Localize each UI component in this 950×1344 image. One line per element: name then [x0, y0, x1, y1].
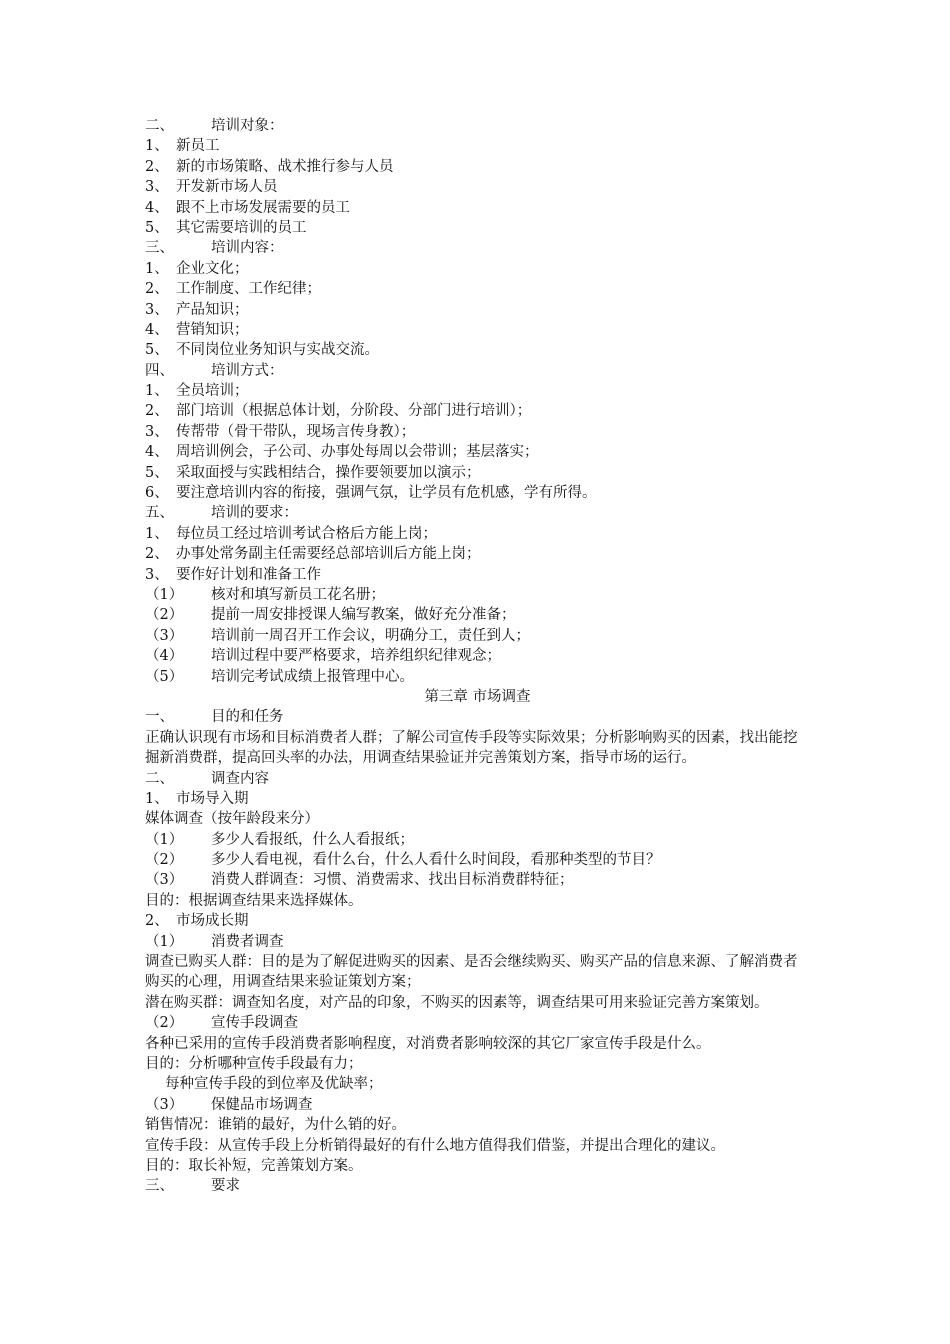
- sub-list-item: [145, 850, 810, 870]
- item-text: 提前一周安排授课人编写教案，做好充分准备；: [211, 607, 516, 624]
- item-text: 企业文化；: [176, 260, 249, 277]
- section-number: 五、: [145, 505, 174, 522]
- list-item: [145, 259, 810, 279]
- item-text: 市场成长期: [176, 913, 249, 930]
- sub-list-item: [145, 932, 810, 952]
- item-number: 1、: [145, 383, 169, 400]
- item-number: 2、: [145, 403, 169, 420]
- sub-list-item: [145, 585, 810, 605]
- item-number: （1）: [145, 831, 184, 848]
- paragraph: 各种已采用的宣传手段消费者影响程度，对消费者影响较深的其它厂家宣传手段是什么。: [145, 1035, 711, 1052]
- goal-line: 目的：分析哪种宣传手段最有力；: [145, 1056, 363, 1073]
- section-heading-purpose: [145, 707, 810, 727]
- item-text: 消费人群调查：习惯、消费需求、找出目标消费群特征；: [211, 872, 574, 889]
- item-number: 3、: [145, 179, 169, 196]
- list-item: [145, 381, 810, 401]
- item-text: 办事处常务副主任需要经总部培训后方能上岗；: [176, 546, 481, 563]
- item-text: 宣传手段调查: [211, 1015, 298, 1032]
- list-item: [145, 320, 810, 340]
- section-title: 培训方式：: [211, 362, 284, 379]
- item-text: 传帮带（骨干带队，现场言传身教）；: [176, 423, 416, 440]
- item-text: 营销知识；: [176, 321, 249, 338]
- list-item: [145, 401, 810, 421]
- section-title: 培训对象：: [211, 118, 284, 134]
- item-text: 全员培训；: [176, 383, 249, 400]
- promo-line: 宣传手段：从宣传手段上分析销得最好的有什么地方值得我们借鉴，并提出合理化的建议。: [145, 1137, 725, 1154]
- item-text: 新的市场策略、战术推行参与人员: [176, 158, 394, 175]
- section-heading-training-targets: [145, 116, 810, 136]
- list-item: [145, 544, 810, 564]
- section-title: 目的和任务: [211, 709, 284, 726]
- item-number: 1、: [145, 790, 169, 807]
- section-heading-survey-content: [145, 769, 810, 789]
- item-number: 3、: [145, 301, 169, 318]
- item-text: 不同岗位业务知识与实战交流。: [176, 342, 379, 359]
- list-item: [145, 198, 810, 218]
- item-number: 5、: [145, 342, 169, 359]
- sub-list-item: [145, 1095, 810, 1115]
- section-title: 培训的要求：: [211, 505, 298, 522]
- list-item: [145, 565, 810, 585]
- item-number: 2、: [145, 158, 169, 175]
- goal-line: 目的：取长补短，完善策划方案。: [145, 1158, 363, 1174]
- item-number: 3、: [145, 423, 169, 440]
- item-text: 部门培训（根据总体计划，分阶段、分部门进行培训）；: [176, 403, 532, 420]
- item-text: 培训前一周召开工作会议，明确分工，责任到人；: [211, 627, 530, 644]
- section-heading-training-methods: [145, 361, 810, 381]
- sales-line: 销售情况：谁销的最好，为什么销的好。: [145, 1117, 406, 1134]
- list-item: [145, 157, 810, 177]
- section-title: 培训内容：: [211, 240, 284, 257]
- item-text: 培训过程中要严格要求，培养组织纪律观念；: [211, 648, 501, 665]
- section-number: 二、: [145, 118, 174, 134]
- item-text: 要作好计划和准备工作: [176, 566, 321, 583]
- document-page: [145, 116, 810, 1197]
- item-text: 其它需要培训的员工: [176, 219, 307, 236]
- item-number: （2）: [145, 852, 184, 869]
- sub-list-item: [145, 605, 810, 625]
- item-number: （1）: [145, 586, 184, 603]
- item-text: 开发新市场人员: [176, 179, 278, 196]
- item-number: 1、: [145, 260, 169, 277]
- goal-line-continued: 每种宣传手段的到位率及优缺率；: [165, 1076, 383, 1093]
- list-item: [145, 136, 810, 156]
- item-number: （2）: [145, 607, 184, 624]
- item-text: 市场导入期: [176, 790, 249, 807]
- list-item: [145, 463, 810, 483]
- item-number: 4、: [145, 199, 169, 216]
- paragraph: 潜在购买群：调查知名度，对产品的印象，不购买的因素等，调查结果可用来验证完善方案策划。: [145, 994, 769, 1011]
- section-heading-training-content: [145, 238, 810, 258]
- item-text: 新员工: [176, 138, 220, 155]
- section-number: 二、: [145, 770, 174, 787]
- list-item: [145, 483, 810, 503]
- section-heading-training-requirements: [145, 503, 810, 523]
- item-text: 产品知识；: [176, 301, 249, 318]
- item-number: 1、: [145, 138, 169, 155]
- list-item: [145, 524, 810, 544]
- list-item: [145, 177, 810, 197]
- section-number: 一、: [145, 709, 174, 726]
- item-number: 5、: [145, 219, 169, 236]
- item-text: 多少人看报纸，什么人看报纸；: [211, 831, 414, 848]
- item-number: 1、: [145, 525, 169, 542]
- item-number: 4、: [145, 444, 169, 461]
- section-number: 四、: [145, 362, 174, 379]
- item-text: 消费者调查: [211, 933, 284, 950]
- item-number: 2、: [145, 546, 169, 563]
- item-number: （3）: [145, 1096, 184, 1113]
- sub-list-item: [145, 830, 810, 850]
- sub-list-item: [145, 870, 810, 890]
- list-item: [145, 279, 810, 299]
- list-item: [145, 789, 810, 809]
- item-text: 培训完考试成绩上报管理中心。: [211, 668, 414, 685]
- section-heading-requirements: [145, 1176, 810, 1196]
- item-text: 采取面授与实践相结合，操作要领要加以演示；: [176, 464, 481, 481]
- item-number: 4、: [145, 321, 169, 338]
- section-title: 调查内容: [211, 770, 269, 787]
- item-text: 跟不上市场发展需要的员工: [176, 199, 350, 216]
- item-text: 工作制度、工作纪律；: [176, 281, 321, 298]
- list-item: [145, 218, 810, 238]
- sub-list-item: [145, 626, 810, 646]
- section-number: 三、: [145, 240, 174, 257]
- goal-line: 目的：根据调查结果来选择媒体。: [145, 892, 363, 909]
- item-number: （2）: [145, 1015, 184, 1032]
- section-title: 要求: [211, 1178, 240, 1195]
- item-text: 多少人看电视，看什么台，什么人看什么时间段，看那种类型的节目？: [211, 852, 661, 869]
- item-number: （1）: [145, 933, 184, 950]
- item-number: 6、: [145, 485, 169, 502]
- sub-list-item: [145, 1013, 810, 1033]
- paragraph: 正确认识现有市场和目标消费者人群；了解公司宣传手段等实际效果；分析影响购买的因素，找出能挖掘新消费群，提高回头率的办法，用调查结果验证并完善策划方案，指导市场的运行。: [145, 729, 798, 767]
- media-survey-title: 媒体调查（按年龄段来分）: [145, 811, 319, 828]
- list-item: [145, 422, 810, 442]
- list-item: [145, 300, 810, 320]
- item-number: （3）: [145, 627, 184, 644]
- item-text: 每位员工经过培训考试合格后方能上岗；: [176, 525, 437, 542]
- item-number: （5）: [145, 668, 184, 685]
- sub-list-item: [145, 646, 810, 666]
- paragraph: 调查已购买人群：目的是为了解促进购买的因素、是否会继续购买、购买产品的信息来源、了解消费者购买的心理，用调查结果来验证策划方案；: [145, 954, 798, 991]
- item-text: 核对和填写新员工花名册；: [211, 586, 385, 603]
- chapter-title: 第三章 市场调查: [424, 688, 531, 705]
- item-number: 2、: [145, 913, 169, 930]
- list-item: [145, 442, 810, 462]
- item-number: 3、: [145, 566, 169, 583]
- item-number: 5、: [145, 464, 169, 481]
- item-number: （4）: [145, 648, 184, 665]
- list-item: [145, 340, 810, 360]
- section-number: 三、: [145, 1178, 174, 1195]
- item-number: 2、: [145, 281, 169, 298]
- list-item: [145, 911, 810, 931]
- item-text: 要注意培训内容的衔接，强调气氛，让学员有危机感，学有所得。: [176, 485, 597, 502]
- sub-list-item: [145, 667, 810, 687]
- item-text: 周培训例会，子公司、办事处每周以会带训；基层落实；: [176, 444, 539, 461]
- item-text: 保健品市场调查: [211, 1096, 313, 1113]
- item-number: （3）: [145, 872, 184, 889]
